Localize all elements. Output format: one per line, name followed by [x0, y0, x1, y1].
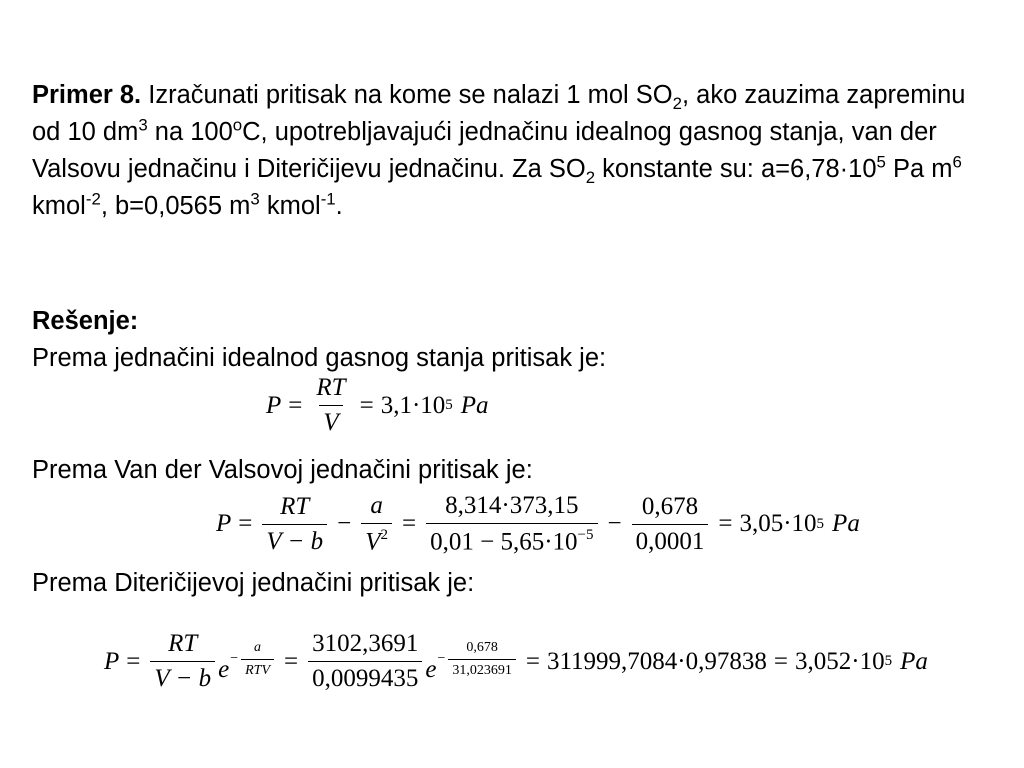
dieterici-equation: P = $\frac{RT}{V - b}$ e − $\frac{a}{\text{RTV}}$ = $\frac{3102,3691}{0,0099435}$ e − $\frac{0,678}{31,023691}$ = 311999,7084·0,97838 = 3,052·10 5 Pa — [104, 630, 928, 692]
solution-heading: Rešenje: — [32, 307, 139, 335]
ideal-gas-intro: Prema jednačini idealnod gasnog stanja pritisak je: — [32, 344, 607, 372]
dieterici-intro: Prema Diteričijevoj jednačini pritisak je: — [32, 569, 475, 597]
van-der-waals-equation: P = $\frac{RT}{V - b}$ − $\frac{a}{V^2}$ = $\frac{8,314\cdot 373,15}{0,01 - 5,65\cdot 10^{-5}}$ − $\frac{0,678}{0,0001}$ = 3,05·10 5 Pa — [216, 492, 860, 556]
fraction-rt-over-v-minus-b: $\frac{RT}{V - b}$ — [262, 493, 327, 556]
fraction-rt-over-v: $\frac{RT}{V}$ — [316, 374, 346, 436]
fraction-numeric-2: $\frac{0,678}{0,0001}$ — [632, 493, 709, 556]
exponential-term-numeric: e − $\frac{0,678}{31,023691}$ — [425, 640, 519, 684]
exponential-term-symbolic: e − $\frac{a}{\text{RTV}}$ — [218, 640, 277, 684]
fraction-a-over-v-squared: $\frac{a}{V^2}$ — [361, 492, 392, 557]
fraction-numeric: $\frac{3102,3691}{0,0099435}$ — [308, 630, 422, 693]
ideal-gas-equation: P = $\frac{RT}{V}$ = 3,1·10 5 Pa — [266, 374, 489, 436]
problem-label: Primer 8. — [32, 81, 142, 109]
fraction-numeric-1: $\frac{8,314\cdot 373,15}{0,01 - 5,65\cdot 10^{-5}}$ — [426, 492, 597, 557]
fraction-rt-over-v-minus-b: $\frac{RT}{V - b}$ — [150, 630, 215, 693]
van-der-waals-intro: Prema Van der Valsovoj jednačini pritisak je: — [32, 456, 533, 484]
problem-statement: Primer 8. Izračunati pritisak na kome se nalazi 1 mol $SO_2$, ako zauzima zapreminu od 10 $dm^3$ na 100$^o$C, upotrebljavajući jednačinu idealnog gasnog stanja, van der Valsovu jednačinu i Diteričijevu jednačinu. Za $SO_2$ konstante su: $a=6,78\cdot 10^5$ Pa $m^6$ kmol$^{-2}$, b=0,0565 $m^3$ kmol$^{-1}$. — [32, 81, 966, 220]
